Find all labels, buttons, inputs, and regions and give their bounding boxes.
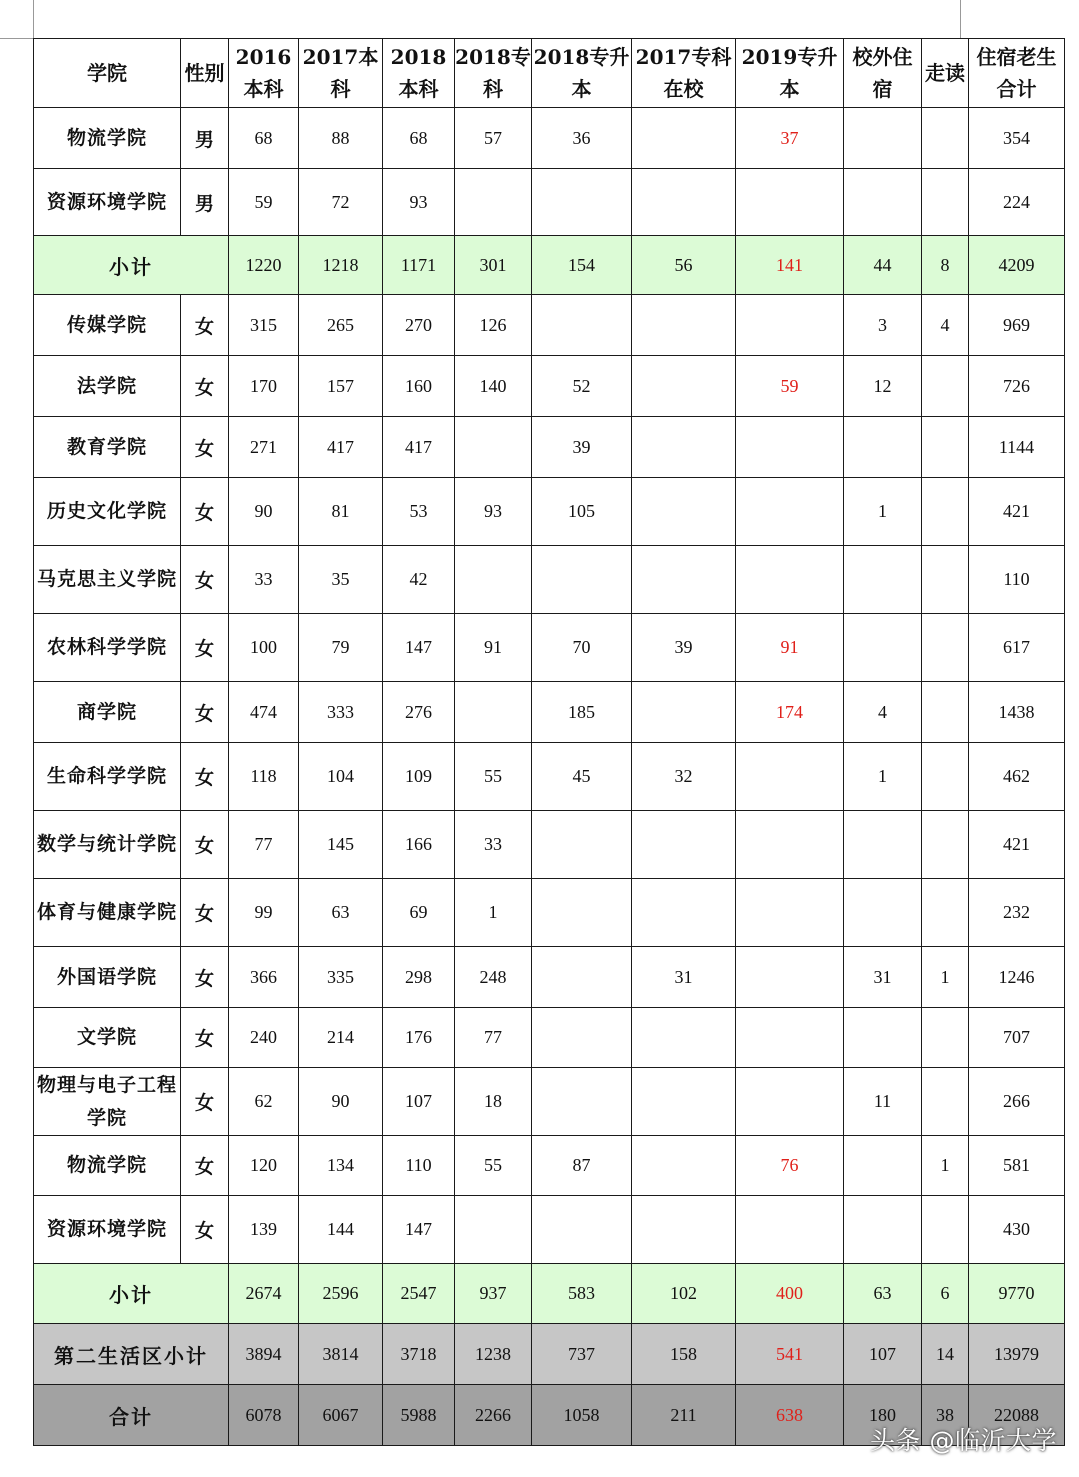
table-row	[34, 743, 1065, 811]
value-cell: 31	[844, 947, 922, 1008]
value-cell: 1	[844, 478, 922, 546]
value-cell: 77	[229, 811, 299, 879]
value-cell: 232	[969, 879, 1065, 947]
value-cell: 38	[922, 1385, 969, 1446]
value-cell: 13979	[969, 1324, 1065, 1385]
value-cell	[632, 295, 736, 356]
value-cell: 400	[736, 1264, 844, 1324]
value-cell	[532, 1068, 632, 1136]
value-cell: 31	[632, 947, 736, 1008]
header-2018-upgrade: 2018专升本	[532, 39, 632, 108]
value-cell: 2547	[383, 1264, 455, 1324]
value-cell: 104	[299, 743, 383, 811]
value-cell: 3	[844, 295, 922, 356]
header-gender: 性别	[181, 39, 229, 108]
value-cell	[736, 947, 844, 1008]
value-cell: 4	[922, 295, 969, 356]
value-cell: 270	[383, 295, 455, 356]
value-cell: 1218	[299, 236, 383, 295]
value-cell: 298	[383, 947, 455, 1008]
value-cell: 33	[455, 811, 532, 879]
value-cell	[532, 879, 632, 947]
value-cell: 157	[299, 356, 383, 417]
value-cell: 141	[736, 236, 844, 295]
value-cell	[632, 417, 736, 478]
value-cell	[844, 1196, 922, 1264]
value-cell	[532, 546, 632, 614]
header-college: 学院	[34, 39, 181, 108]
subtotal-row	[34, 236, 1065, 295]
value-cell: 52	[532, 356, 632, 417]
value-cell	[632, 478, 736, 546]
gender-cell: 女	[181, 743, 229, 811]
value-cell	[922, 356, 969, 417]
value-cell	[632, 108, 736, 169]
value-cell	[736, 295, 844, 356]
value-cell: 33	[229, 546, 299, 614]
table-row	[34, 1008, 1065, 1068]
value-cell: 91	[736, 614, 844, 682]
college-name: 农林科学学院	[34, 614, 181, 682]
value-cell: 81	[299, 478, 383, 546]
value-cell: 56	[632, 236, 736, 295]
value-cell	[632, 1068, 736, 1136]
value-cell	[922, 743, 969, 811]
value-cell: 333	[299, 682, 383, 743]
header-2018-junior: 2018专科	[455, 39, 532, 108]
value-cell: 214	[299, 1008, 383, 1068]
value-cell: 224	[969, 169, 1065, 236]
value-cell: 5988	[383, 1385, 455, 1446]
value-cell: 53	[383, 478, 455, 546]
value-cell: 144	[299, 1196, 383, 1264]
value-cell: 154	[532, 236, 632, 295]
value-cell	[844, 1008, 922, 1068]
value-cell: 174	[736, 682, 844, 743]
value-cell: 541	[736, 1324, 844, 1385]
value-cell: 158	[632, 1324, 736, 1385]
value-cell: 1	[455, 879, 532, 947]
table-row	[34, 682, 1065, 743]
value-cell	[532, 811, 632, 879]
value-cell: 3894	[229, 1324, 299, 1385]
value-cell	[922, 682, 969, 743]
table-row	[34, 947, 1065, 1008]
table-row	[34, 295, 1065, 356]
value-cell: 1171	[383, 236, 455, 295]
college-name: 体育与健康学院	[34, 879, 181, 947]
value-cell	[844, 1136, 922, 1196]
gender-cell: 女	[181, 1068, 229, 1136]
dormitory-statistics-table	[33, 38, 1065, 1446]
gender-cell: 女	[181, 356, 229, 417]
value-cell: 315	[229, 295, 299, 356]
value-cell: 301	[455, 236, 532, 295]
header-2017-junior-enrolled: 2017专科在校	[632, 39, 736, 108]
value-cell: 100	[229, 614, 299, 682]
subtotal-row	[34, 1264, 1065, 1324]
college-name: 商学院	[34, 682, 181, 743]
value-cell	[532, 295, 632, 356]
value-cell: 176	[383, 1008, 455, 1068]
table-row	[34, 879, 1065, 947]
value-cell	[844, 417, 922, 478]
value-cell: 147	[383, 614, 455, 682]
value-cell: 1246	[969, 947, 1065, 1008]
value-cell: 1058	[532, 1385, 632, 1446]
college-name: 外国语学院	[34, 947, 181, 1008]
value-cell: 11	[844, 1068, 922, 1136]
value-cell	[632, 1136, 736, 1196]
value-cell	[736, 811, 844, 879]
value-cell: 62	[229, 1068, 299, 1136]
value-cell: 3814	[299, 1324, 383, 1385]
value-cell	[844, 108, 922, 169]
value-cell	[632, 356, 736, 417]
value-cell: 2596	[299, 1264, 383, 1324]
page-top-rule	[0, 38, 36, 39]
table-row	[34, 811, 1065, 879]
value-cell: 68	[383, 108, 455, 169]
value-cell	[532, 1196, 632, 1264]
table-row	[34, 108, 1065, 169]
college-name: 物流学院	[34, 1136, 181, 1196]
gender-cell: 女	[181, 417, 229, 478]
value-cell: 417	[383, 417, 455, 478]
value-cell: 110	[969, 546, 1065, 614]
value-cell: 37	[736, 108, 844, 169]
value-cell: 72	[299, 169, 383, 236]
value-cell	[736, 879, 844, 947]
value-cell: 87	[532, 1136, 632, 1196]
value-cell: 3718	[383, 1324, 455, 1385]
value-cell	[844, 614, 922, 682]
value-cell	[922, 169, 969, 236]
value-cell: 90	[229, 478, 299, 546]
value-cell	[736, 478, 844, 546]
value-cell: 63	[299, 879, 383, 947]
value-cell: 266	[969, 1068, 1065, 1136]
college-name: 文学院	[34, 1008, 181, 1068]
value-cell: 185	[532, 682, 632, 743]
value-cell	[736, 546, 844, 614]
table-row	[34, 169, 1065, 236]
value-cell: 9770	[969, 1264, 1065, 1324]
row-label: 小计	[34, 1264, 229, 1324]
value-cell: 102	[632, 1264, 736, 1324]
value-cell	[455, 417, 532, 478]
value-cell	[455, 682, 532, 743]
value-cell: 63	[844, 1264, 922, 1324]
value-cell: 93	[383, 169, 455, 236]
value-cell	[455, 546, 532, 614]
value-cell: 126	[455, 295, 532, 356]
value-cell	[922, 1068, 969, 1136]
gender-cell: 女	[181, 811, 229, 879]
value-cell	[844, 811, 922, 879]
value-cell: 139	[229, 1196, 299, 1264]
value-cell: 726	[969, 356, 1065, 417]
value-cell	[922, 478, 969, 546]
value-cell: 366	[229, 947, 299, 1008]
value-cell	[632, 879, 736, 947]
value-cell: 44	[844, 236, 922, 295]
value-cell: 35	[299, 546, 383, 614]
header-2017-undergrad: 2017本科	[299, 39, 383, 108]
gender-cell: 女	[181, 614, 229, 682]
value-cell	[455, 169, 532, 236]
value-cell: 110	[383, 1136, 455, 1196]
gender-cell: 女	[181, 295, 229, 356]
value-cell: 99	[229, 879, 299, 947]
value-cell: 421	[969, 811, 1065, 879]
value-cell: 583	[532, 1264, 632, 1324]
value-cell: 160	[383, 356, 455, 417]
value-cell: 4209	[969, 236, 1065, 295]
header-commuter: 走读	[922, 39, 969, 108]
value-cell: 91	[455, 614, 532, 682]
gender-cell: 女	[181, 682, 229, 743]
value-cell: 1238	[455, 1324, 532, 1385]
value-cell	[922, 417, 969, 478]
college-name: 数学与统计学院	[34, 811, 181, 879]
college-name: 教育学院	[34, 417, 181, 478]
value-cell	[736, 169, 844, 236]
value-cell	[455, 1196, 532, 1264]
value-cell: 107	[383, 1068, 455, 1136]
table-row	[34, 356, 1065, 417]
college-name: 传媒学院	[34, 295, 181, 356]
value-cell: 36	[532, 108, 632, 169]
value-cell	[844, 546, 922, 614]
value-cell	[844, 169, 922, 236]
value-cell: 462	[969, 743, 1065, 811]
gender-cell: 男	[181, 108, 229, 169]
value-cell: 55	[455, 1136, 532, 1196]
value-cell: 12	[844, 356, 922, 417]
value-cell: 166	[383, 811, 455, 879]
value-cell: 120	[229, 1136, 299, 1196]
college-name: 资源环境学院	[34, 169, 181, 236]
value-cell: 617	[969, 614, 1065, 682]
college-name: 马克思主义学院	[34, 546, 181, 614]
value-cell: 474	[229, 682, 299, 743]
row-label: 小计	[34, 236, 229, 295]
gender-cell: 女	[181, 879, 229, 947]
value-cell	[736, 1196, 844, 1264]
value-cell: 118	[229, 743, 299, 811]
value-cell: 2266	[455, 1385, 532, 1446]
value-cell: 57	[455, 108, 532, 169]
value-cell: 32	[632, 743, 736, 811]
college-name: 历史文化学院	[34, 478, 181, 546]
college-name: 法学院	[34, 356, 181, 417]
value-cell: 969	[969, 295, 1065, 356]
value-cell: 180	[844, 1385, 922, 1446]
value-cell	[532, 1008, 632, 1068]
zone-subtotal-row	[34, 1324, 1065, 1385]
value-cell: 105	[532, 478, 632, 546]
value-cell	[736, 1008, 844, 1068]
value-cell: 240	[229, 1008, 299, 1068]
value-cell: 14	[922, 1324, 969, 1385]
header-2018-undergrad: 2018本科	[383, 39, 455, 108]
value-cell	[922, 1196, 969, 1264]
value-cell: 1220	[229, 236, 299, 295]
value-cell: 18	[455, 1068, 532, 1136]
value-cell: 107	[844, 1324, 922, 1385]
header-2016-undergrad: 2016本科	[229, 39, 299, 108]
value-cell: 79	[299, 614, 383, 682]
gender-cell: 女	[181, 1008, 229, 1068]
value-cell: 45	[532, 743, 632, 811]
value-cell	[736, 1068, 844, 1136]
value-cell: 39	[632, 614, 736, 682]
value-cell	[844, 879, 922, 947]
gender-cell: 女	[181, 1136, 229, 1196]
page-top-margin	[33, 0, 961, 38]
value-cell: 39	[532, 417, 632, 478]
value-cell: 70	[532, 614, 632, 682]
value-cell	[922, 1008, 969, 1068]
value-cell	[632, 546, 736, 614]
value-cell: 134	[299, 1136, 383, 1196]
value-cell: 88	[299, 108, 383, 169]
value-cell	[532, 169, 632, 236]
value-cell: 581	[969, 1136, 1065, 1196]
value-cell: 22088	[969, 1385, 1065, 1446]
value-cell: 59	[736, 356, 844, 417]
value-cell: 265	[299, 295, 383, 356]
value-cell: 1	[922, 1136, 969, 1196]
value-cell: 8	[922, 236, 969, 295]
value-cell	[922, 108, 969, 169]
gender-cell: 女	[181, 1196, 229, 1264]
gender-cell: 女	[181, 546, 229, 614]
row-label: 第二生活区小计	[34, 1324, 229, 1385]
value-cell: 248	[455, 947, 532, 1008]
value-cell: 76	[736, 1136, 844, 1196]
value-cell: 140	[455, 356, 532, 417]
header-total-residents: 住宿老生合计	[969, 39, 1065, 108]
gender-cell: 男	[181, 169, 229, 236]
value-cell: 707	[969, 1008, 1065, 1068]
value-cell	[632, 811, 736, 879]
value-cell	[632, 682, 736, 743]
value-cell: 417	[299, 417, 383, 478]
value-cell	[632, 1196, 736, 1264]
value-cell: 6078	[229, 1385, 299, 1446]
value-cell: 1	[922, 947, 969, 1008]
college-name: 资源环境学院	[34, 1196, 181, 1264]
college-name: 物理与电子工程学院	[34, 1068, 181, 1136]
gender-cell: 女	[181, 478, 229, 546]
value-cell: 68	[229, 108, 299, 169]
value-cell: 271	[229, 417, 299, 478]
header-2019-upgrade: 2019专升本	[736, 39, 844, 108]
value-cell: 77	[455, 1008, 532, 1068]
watermark: 头条 @临沂大学	[870, 1426, 1057, 1455]
value-cell: 6067	[299, 1385, 383, 1446]
value-cell: 276	[383, 682, 455, 743]
college-name: 物流学院	[34, 108, 181, 169]
value-cell: 93	[455, 478, 532, 546]
value-cell: 170	[229, 356, 299, 417]
value-cell	[632, 169, 736, 236]
value-cell	[632, 1008, 736, 1068]
table-row	[34, 1068, 1065, 1136]
row-label: 合计	[34, 1385, 229, 1446]
value-cell: 421	[969, 478, 1065, 546]
header-off-campus: 校外住宿	[844, 39, 922, 108]
college-name: 生命科学学院	[34, 743, 181, 811]
value-cell: 430	[969, 1196, 1065, 1264]
value-cell	[736, 417, 844, 478]
value-cell: 937	[455, 1264, 532, 1324]
value-cell: 638	[736, 1385, 844, 1446]
value-cell	[922, 811, 969, 879]
table-row	[34, 417, 1065, 478]
table-row	[34, 478, 1065, 546]
gender-cell: 女	[181, 947, 229, 1008]
value-cell: 2674	[229, 1264, 299, 1324]
table-row	[34, 546, 1065, 614]
value-cell: 55	[455, 743, 532, 811]
value-cell	[532, 947, 632, 1008]
value-cell: 4	[844, 682, 922, 743]
value-cell: 1	[844, 743, 922, 811]
table-row	[34, 614, 1065, 682]
value-cell: 1144	[969, 417, 1065, 478]
value-cell: 69	[383, 879, 455, 947]
value-cell	[736, 743, 844, 811]
value-cell: 109	[383, 743, 455, 811]
value-cell	[922, 546, 969, 614]
value-cell: 6	[922, 1264, 969, 1324]
value-cell: 147	[383, 1196, 455, 1264]
header-row	[34, 39, 1065, 108]
value-cell: 211	[632, 1385, 736, 1446]
table-row	[34, 1136, 1065, 1196]
value-cell: 90	[299, 1068, 383, 1136]
value-cell: 1438	[969, 682, 1065, 743]
value-cell: 335	[299, 947, 383, 1008]
value-cell: 354	[969, 108, 1065, 169]
value-cell	[922, 879, 969, 947]
value-cell: 737	[532, 1324, 632, 1385]
value-cell: 59	[229, 169, 299, 236]
value-cell: 42	[383, 546, 455, 614]
table-row	[34, 1196, 1065, 1264]
value-cell	[922, 614, 969, 682]
value-cell: 145	[299, 811, 383, 879]
